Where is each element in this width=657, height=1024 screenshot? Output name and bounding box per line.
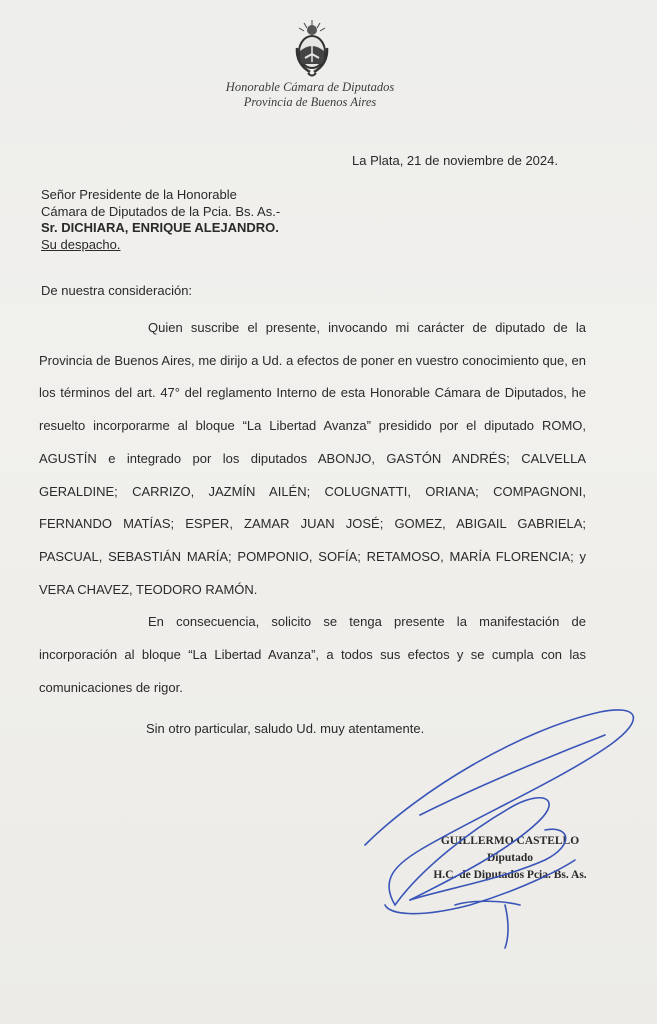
- recipient-despacho: Su despacho.: [41, 236, 121, 252]
- letterhead: [150, 80, 470, 110]
- recipient-title: Señor Presidente de la Honorable: [41, 187, 237, 202]
- letterhead-chamber: Honorable Cámara de Diputados: [225, 80, 395, 94]
- signer-role: Diputado: [486, 852, 534, 864]
- letterhead-province: Provincia de Buenos Aires: [243, 95, 377, 109]
- signer-institution: H.C. de Diputados Pcia. Bs. As.: [433, 869, 587, 881]
- signer-name: GUILLERMO CASTELLO: [440, 835, 580, 847]
- recipient-chamber: Cámara de Diputados de la Pcia. Bs. As.-: [41, 203, 281, 219]
- recipient-name: Sr. DICHIARA, ENRIQUE ALEJANDRO.: [41, 220, 279, 235]
- body-paragraph-1: Quien suscribe el presente, invocando mi carácter de diputado de la Provincia de Buenos Aires, me dirijo a Ud. a efectos de poner en vuestro conocimiento que, en los términos del art. 47° del reglamento Interno de esta Honorable Cámara de Diputados, he resuelto incorporarme al bloque “La Libertad Avanza” presidido por el diputado ROMO, AGUSTÍN e integrado por los diputados ABONJO, GASTÓN ANDRÉS; CALVELLA GERALDINE; CARRIZO, JAZMÍN AILÉN; COLUGNATTI, ORIANA; COMPAGNONI, FERNANDO MATÍAS; ESPER, ZAMAR JUAN JOSÉ; GOMEZ, ABIGAIL GABRIELA; PASCUAL, SEBASTIÁN MARÍA; POMPONIO, SOFÍA; RETAMOSO, MARÍA FLORENCIA; y VERA CHAVEZ, TEODORO RAMÓN.: [39, 320, 586, 597]
- signature-block: [410, 833, 610, 884]
- recipient-block: [41, 187, 280, 253]
- letter-body: [39, 312, 586, 704]
- coat-of-arms-seal: [292, 18, 332, 80]
- closing-line: Sin otro particular, saludo Ud. muy atentamente.: [146, 721, 425, 736]
- salutation: De nuestra consideración:: [41, 283, 193, 298]
- body-paragraph-2: En consecuencia, solicito se tenga presente la manifestación de incorporación al bloque “La Libertad Avanza”, a todos sus efectos y se cumpla con las comunicaciones de rigor.: [39, 614, 586, 695]
- letter-date: La Plata, 21 de noviembre de 2024.: [352, 153, 558, 168]
